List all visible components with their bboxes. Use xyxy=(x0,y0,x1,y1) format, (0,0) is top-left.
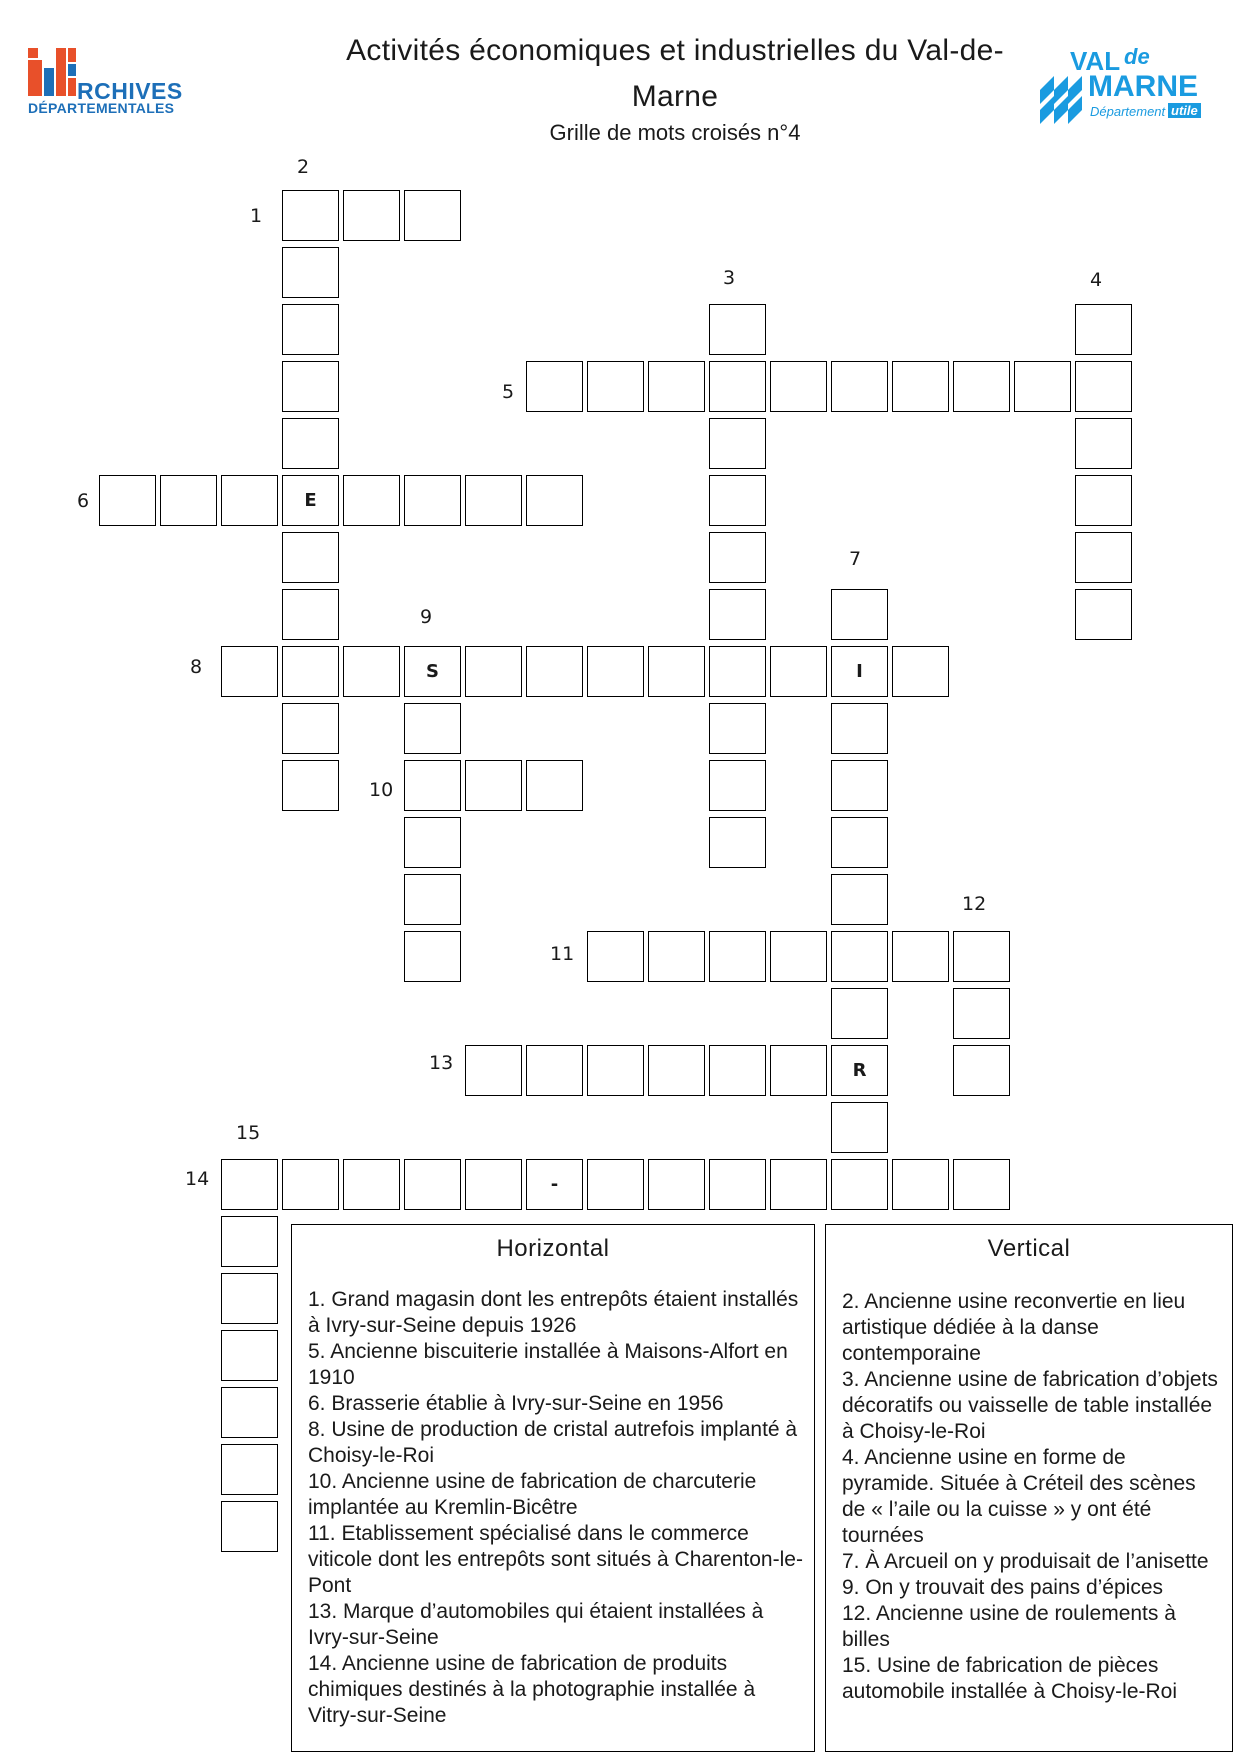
horizontal-clues-box xyxy=(291,1224,815,1752)
crossword-cell[interactable] xyxy=(648,1045,705,1096)
crossword-cell[interactable] xyxy=(709,817,766,868)
clue-item: 6. Brasserie établie à Ivry-sur-Seine en 1956 xyxy=(308,1392,724,1415)
crossword-cell[interactable] xyxy=(1075,589,1132,640)
crossword-cell[interactable] xyxy=(709,703,766,754)
crossword-cell[interactable] xyxy=(648,1159,705,1210)
crossword-cell[interactable] xyxy=(953,931,1010,982)
crossword-cell[interactable] xyxy=(526,646,583,697)
crossword-cell[interactable] xyxy=(953,1159,1010,1210)
crossword-cell[interactable] xyxy=(526,361,583,412)
crossword-cell-prefilled[interactable]: I xyxy=(831,646,888,697)
crossword-cell[interactable] xyxy=(1075,361,1132,412)
crossword-cell[interactable] xyxy=(221,1216,278,1267)
crossword-cell[interactable] xyxy=(221,475,278,526)
crossword-cell[interactable] xyxy=(282,589,339,640)
crossword-cell[interactable] xyxy=(282,247,339,298)
crossword-cell[interactable] xyxy=(709,589,766,640)
crossword-cell[interactable] xyxy=(282,703,339,754)
clue-item: 4. Ancienne usine en forme de pyramide. Située à Créteil des scènes de « l’aile ou la cuisse » y ont été tournées xyxy=(842,1446,1196,1547)
crossword-cell[interactable] xyxy=(831,988,888,1039)
vertical-clues-box xyxy=(825,1224,1233,1752)
clue-number: 10 xyxy=(369,779,394,801)
horizontal-heading: Horizontal xyxy=(496,1235,610,1262)
archives-logo-line2: DÉPARTEMENTALES xyxy=(28,100,175,116)
crossword-cell[interactable] xyxy=(282,646,339,697)
crossword-cell[interactable] xyxy=(1075,304,1132,355)
crossword-cell[interactable] xyxy=(648,646,705,697)
clue-number: 14 xyxy=(185,1168,210,1190)
clue-item: 11. Etablissement spécialisé dans le commerce viticole dont les entrepôts sont situés à Charenton-le-Pont xyxy=(308,1522,803,1597)
crossword-cell[interactable] xyxy=(648,931,705,982)
crossword-cell[interactable] xyxy=(526,475,583,526)
crossword-cell[interactable] xyxy=(221,646,278,697)
crossword-cell-prefilled[interactable]: - xyxy=(526,1159,583,1210)
crossword-cell[interactable] xyxy=(587,1159,644,1210)
clue-item: 1. Grand magasin dont les entrepôts étaient installés à Ivry-sur-Seine depuis 1926 xyxy=(308,1288,799,1337)
crossword-cell[interactable] xyxy=(465,1159,522,1210)
crossword-cell[interactable] xyxy=(1014,361,1071,412)
crossword-cell[interactable] xyxy=(709,475,766,526)
crossword-cell[interactable] xyxy=(343,646,400,697)
vertical-heading: Vertical xyxy=(987,1235,1071,1262)
page-title: Activités économiques et industrielles du Val-de-Marne xyxy=(346,34,1004,113)
crossword-cell[interactable] xyxy=(953,361,1010,412)
crossword-cell[interactable] xyxy=(282,532,339,583)
crossword-cell[interactable] xyxy=(709,646,766,697)
crossword-cell[interactable] xyxy=(465,1045,522,1096)
crossword-cell-prefilled[interactable]: E xyxy=(282,475,339,526)
crossword-cell[interactable] xyxy=(221,1330,278,1381)
clue-item: 3. Ancienne usine de fabrication d’objets décoratifs ou vaisselle de table installée à Choisy-le-Roi xyxy=(842,1368,1218,1443)
crossword-cell[interactable] xyxy=(831,760,888,811)
crossword-cell[interactable] xyxy=(465,646,522,697)
crossword-cell[interactable] xyxy=(282,304,339,355)
valdemarne-marne: MARNE xyxy=(1088,70,1198,103)
crossword-cell[interactable] xyxy=(526,760,583,811)
crossword-cell[interactable] xyxy=(831,817,888,868)
clue-item: 13. Marque d’automobiles qui étaient installées à Ivry-sur-Seine xyxy=(308,1600,764,1649)
crossword-cell[interactable] xyxy=(343,475,400,526)
crossword-cell[interactable] xyxy=(709,760,766,811)
archives-logo-line1: RCHIVES xyxy=(77,78,183,104)
crossword-cell[interactable] xyxy=(953,1045,1010,1096)
crossword-cell[interactable] xyxy=(892,646,949,697)
crossword-cell[interactable] xyxy=(282,361,339,412)
crossword-cell[interactable] xyxy=(343,1159,400,1210)
crossword-cell[interactable] xyxy=(770,646,827,697)
crossword-cell[interactable] xyxy=(404,760,461,811)
clue-number: 15 xyxy=(236,1122,261,1144)
crossword-cell[interactable] xyxy=(587,361,644,412)
crossword-cell[interactable] xyxy=(221,1387,278,1438)
crossword-cell[interactable] xyxy=(465,475,522,526)
crossword-cell[interactable] xyxy=(831,1102,888,1153)
crossword-cell[interactable] xyxy=(709,532,766,583)
crossword-cell[interactable] xyxy=(404,931,461,982)
crossword-cell[interactable] xyxy=(770,1045,827,1096)
clue-item: 5. Ancienne biscuiterie installée à Maisons-Alfort en 1910 xyxy=(308,1340,788,1389)
crossword-cell[interactable] xyxy=(1075,475,1132,526)
crossword-cell[interactable] xyxy=(892,931,949,982)
clue-number: 6 xyxy=(77,490,90,512)
clue-number: 8 xyxy=(190,656,203,678)
crossword-cell[interactable] xyxy=(404,475,461,526)
crossword-cell-prefilled[interactable]: S xyxy=(404,646,461,697)
crossword-cell[interactable] xyxy=(526,1045,583,1096)
clue-number: 2 xyxy=(297,156,310,178)
crossword-cell[interactable] xyxy=(953,988,1010,1039)
crossword-cell[interactable] xyxy=(587,1045,644,1096)
crossword-cell[interactable] xyxy=(282,1159,339,1210)
crossword-cell[interactable] xyxy=(160,475,217,526)
crossword-cell[interactable] xyxy=(831,361,888,412)
crossword-cell[interactable] xyxy=(343,190,400,241)
crossword-cell[interactable] xyxy=(709,1045,766,1096)
crossword-cell[interactable] xyxy=(770,361,827,412)
crossword-cell[interactable] xyxy=(404,1159,461,1210)
crossword-cell[interactable] xyxy=(1075,532,1132,583)
clue-item: 2. Ancienne usine reconvertie en lieu artistique dédiée à la danse contemporaine xyxy=(842,1290,1186,1365)
crossword-cell[interactable] xyxy=(221,1159,278,1210)
clue-item: 7. À Arcueil on y produisait de l’anisette xyxy=(842,1550,1209,1573)
crossword-cell[interactable] xyxy=(221,1273,278,1324)
clue-number: 7 xyxy=(849,548,862,570)
crossword-cell[interactable] xyxy=(831,1159,888,1210)
clue-item: 15. Usine de fabrication de pièces automobile installée à Choisy-le-Roi xyxy=(842,1654,1177,1703)
valdemarne-val: VAL xyxy=(1070,46,1121,76)
crossword-cell[interactable] xyxy=(404,874,461,925)
clue-number: 12 xyxy=(962,893,987,915)
crossword-cell[interactable] xyxy=(404,703,461,754)
crossword-cell[interactable] xyxy=(831,703,888,754)
crossword-cell[interactable] xyxy=(709,361,766,412)
clue-item: 8. Usine de production de cristal autrefois implanté à Choisy-le-Roi xyxy=(308,1418,798,1467)
crossword-cell[interactable] xyxy=(282,760,339,811)
crossword-cell[interactable] xyxy=(404,190,461,241)
clue-number: 11 xyxy=(550,943,575,965)
clue-item: 12. Ancienne usine de roulements à billes xyxy=(842,1602,1176,1651)
crossword-cell-prefilled[interactable]: R xyxy=(831,1045,888,1096)
clue-number: 1 xyxy=(250,205,263,227)
crossword-cell[interactable] xyxy=(282,418,339,469)
crossword-cell[interactable] xyxy=(221,1444,278,1495)
clue-number: 5 xyxy=(502,381,515,403)
valdemarne-departement: Département xyxy=(1090,104,1166,119)
crossword-cell[interactable] xyxy=(587,931,644,982)
valdemarne-utile: utile xyxy=(1168,103,1201,118)
crossword-cell[interactable] xyxy=(282,190,339,241)
crossword-cell[interactable] xyxy=(465,760,522,811)
crossword-cell[interactable] xyxy=(587,646,644,697)
crossword-cell[interactable] xyxy=(831,589,888,640)
crossword-cell[interactable] xyxy=(1075,418,1132,469)
page-subtitle: Grille de mots croisés n°4 xyxy=(549,120,801,145)
crossword-cell[interactable] xyxy=(709,304,766,355)
crossword-cell[interactable] xyxy=(892,1159,949,1210)
crossword-cell[interactable] xyxy=(709,418,766,469)
clue-number: 3 xyxy=(723,267,736,289)
clue-item: 14. Ancienne usine de fabrication de produits chimiques destinés à la photographie installée à Vitry-sur-Seine xyxy=(308,1652,756,1727)
clue-number: 4 xyxy=(1090,269,1103,291)
crossword-cell[interactable] xyxy=(831,874,888,925)
crossword-cell[interactable] xyxy=(404,817,461,868)
clue-item: 10. Ancienne usine de fabrication de charcuterie implantée au Kremlin-Bicêtre xyxy=(308,1470,757,1519)
crossword-cell[interactable] xyxy=(831,931,888,982)
clue-number: 13 xyxy=(429,1052,454,1074)
crossword-cell[interactable] xyxy=(892,361,949,412)
crossword-cell[interactable] xyxy=(709,931,766,982)
crossword-cell[interactable] xyxy=(709,1159,766,1210)
crossword-cell[interactable] xyxy=(648,361,705,412)
crossword-cell[interactable] xyxy=(770,931,827,982)
clue-number: 9 xyxy=(420,606,433,628)
crossword-cell[interactable] xyxy=(770,1159,827,1210)
valdemarne-de: de xyxy=(1124,44,1150,69)
clue-item: 9. On y trouvait des pains d’épices xyxy=(842,1576,1164,1599)
crossword-cell[interactable] xyxy=(99,475,156,526)
crossword-cell[interactable] xyxy=(221,1501,278,1552)
